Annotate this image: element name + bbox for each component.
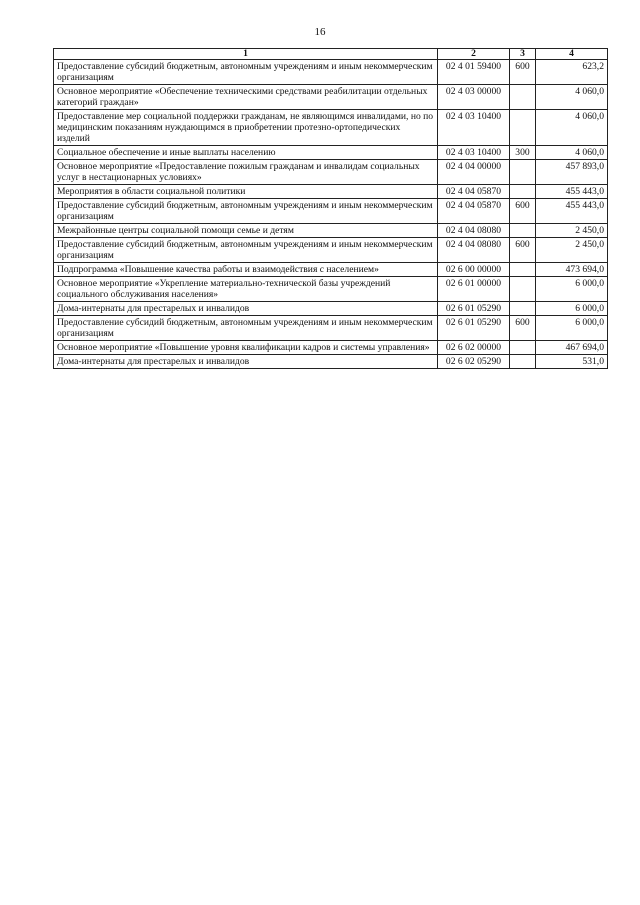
row-code-cell: 02 4 03 10400	[438, 110, 510, 146]
table-row	[54, 185, 608, 199]
row-code-cell: 02 4 04 08080	[438, 238, 510, 263]
row-type-cell: 600	[510, 316, 536, 341]
table-row	[54, 110, 608, 146]
row-amount-cell: 531,0	[536, 355, 608, 369]
row-code-cell: 02 4 03 10400	[438, 146, 510, 160]
row-code-cell: 02 4 04 05870	[438, 185, 510, 199]
row-name-cell: Основное мероприятие «Предоставление пожилым гражданам и инвалидам социальных услуг в нестационарных условиях»	[54, 160, 438, 185]
row-amount-cell: 473 694,0	[536, 263, 608, 277]
row-type-cell	[510, 277, 536, 302]
column-header-1: 1	[54, 49, 438, 60]
row-name-cell: Предоставление субсидий бюджетным, автономным учреждениям и иным некоммерческим организациям	[54, 199, 438, 224]
row-code-cell: 02 6 01 05290	[438, 302, 510, 316]
row-amount-cell: 467 694,0	[536, 341, 608, 355]
row-amount-cell: 4 060,0	[536, 146, 608, 160]
row-type-cell	[510, 355, 536, 369]
table-row	[54, 224, 608, 238]
row-amount-cell: 455 443,0	[536, 185, 608, 199]
row-code-cell: 02 4 04 08080	[438, 224, 510, 238]
row-code-cell: 02 4 01 59400	[438, 60, 510, 85]
row-type-cell: 600	[510, 199, 536, 224]
column-header-3: 3	[510, 49, 536, 60]
row-amount-cell: 6 000,0	[536, 302, 608, 316]
row-amount-cell: 2 450,0	[536, 224, 608, 238]
row-type-cell: 600	[510, 238, 536, 263]
row-type-cell	[510, 263, 536, 277]
table-row	[54, 85, 608, 110]
row-code-cell: 02 6 01 00000	[438, 277, 510, 302]
table-row	[54, 341, 608, 355]
row-type-cell	[510, 85, 536, 110]
page-number: 16	[314, 26, 326, 38]
row-name-cell: Мероприятия в области социальной политики	[54, 185, 438, 199]
row-name-cell: Подпрограмма «Повышение качества работы и взаимодействия с населением»	[54, 263, 438, 277]
row-code-cell: 02 4 04 05870	[438, 199, 510, 224]
row-name-cell: Основное мероприятие «Обеспечение техническими средствами реабилитации отдельных категорий граждан»	[54, 85, 438, 110]
row-type-cell	[510, 224, 536, 238]
row-type-cell	[510, 341, 536, 355]
row-amount-cell: 4 060,0	[536, 110, 608, 146]
row-name-cell: Основное мероприятие «Укрепление материально-технической базы учреждений социального обслуживания населения»	[54, 277, 438, 302]
row-code-cell: 02 6 01 05290	[438, 316, 510, 341]
row-name-cell: Дома-интернаты для престарелых и инвалидов	[54, 302, 438, 316]
table-row	[54, 199, 608, 224]
row-amount-cell: 6 000,0	[536, 277, 608, 302]
row-type-cell: 600	[510, 60, 536, 85]
row-name-cell: Предоставление субсидий бюджетным, автономным учреждениям и иным некоммерческим организациям	[54, 316, 438, 341]
row-name-cell: Социальное обеспечение и иные выплаты населению	[54, 146, 438, 160]
table-row	[54, 263, 608, 277]
table-row	[54, 60, 608, 85]
table-row	[54, 355, 608, 369]
table-row	[54, 316, 608, 341]
row-code-cell: 02 4 04 00000	[438, 160, 510, 185]
row-name-cell: Межрайонные центры социальной помощи семье и детям	[54, 224, 438, 238]
row-type-cell	[510, 110, 536, 146]
row-code-cell: 02 6 00 00000	[438, 263, 510, 277]
table-row	[54, 160, 608, 185]
row-name-cell: Предоставление субсидий бюджетным, автономным учреждениям и иным некоммерческим организациям	[54, 238, 438, 263]
row-amount-cell: 455 443,0	[536, 199, 608, 224]
row-code-cell: 02 6 02 05290	[438, 355, 510, 369]
table-row	[54, 302, 608, 316]
table-row	[54, 277, 608, 302]
column-header-4: 4	[536, 49, 608, 60]
row-name-cell: Предоставление субсидий бюджетным, автономным учреждениям и иным некоммерческим организациям	[54, 60, 438, 85]
row-name-cell: Дома-интернаты для престарелых и инвалидов	[54, 355, 438, 369]
row-amount-cell: 623,2	[536, 60, 608, 85]
row-code-cell: 02 6 02 00000	[438, 341, 510, 355]
row-type-cell	[510, 160, 536, 185]
row-amount-cell: 2 450,0	[536, 238, 608, 263]
row-type-cell: 300	[510, 146, 536, 160]
row-name-cell: Предоставление мер социальной поддержки гражданам, не являющимся инвалидами, но по медицинским показаниям нуждающимся в приобретении протезно-ортопедических изделий	[54, 110, 438, 146]
row-type-cell	[510, 185, 536, 199]
row-amount-cell: 457 893,0	[536, 160, 608, 185]
table-header-row	[54, 49, 608, 60]
table-row	[54, 146, 608, 160]
table-row	[54, 238, 608, 263]
row-code-cell: 02 4 03 00000	[438, 85, 510, 110]
row-amount-cell: 6 000,0	[536, 316, 608, 341]
row-amount-cell: 4 060,0	[536, 85, 608, 110]
row-name-cell: Основное мероприятие «Повышение уровня квалификации кадров и системы управления»	[54, 341, 438, 355]
column-header-2: 2	[438, 49, 510, 60]
budget-table	[53, 48, 608, 369]
row-type-cell	[510, 302, 536, 316]
